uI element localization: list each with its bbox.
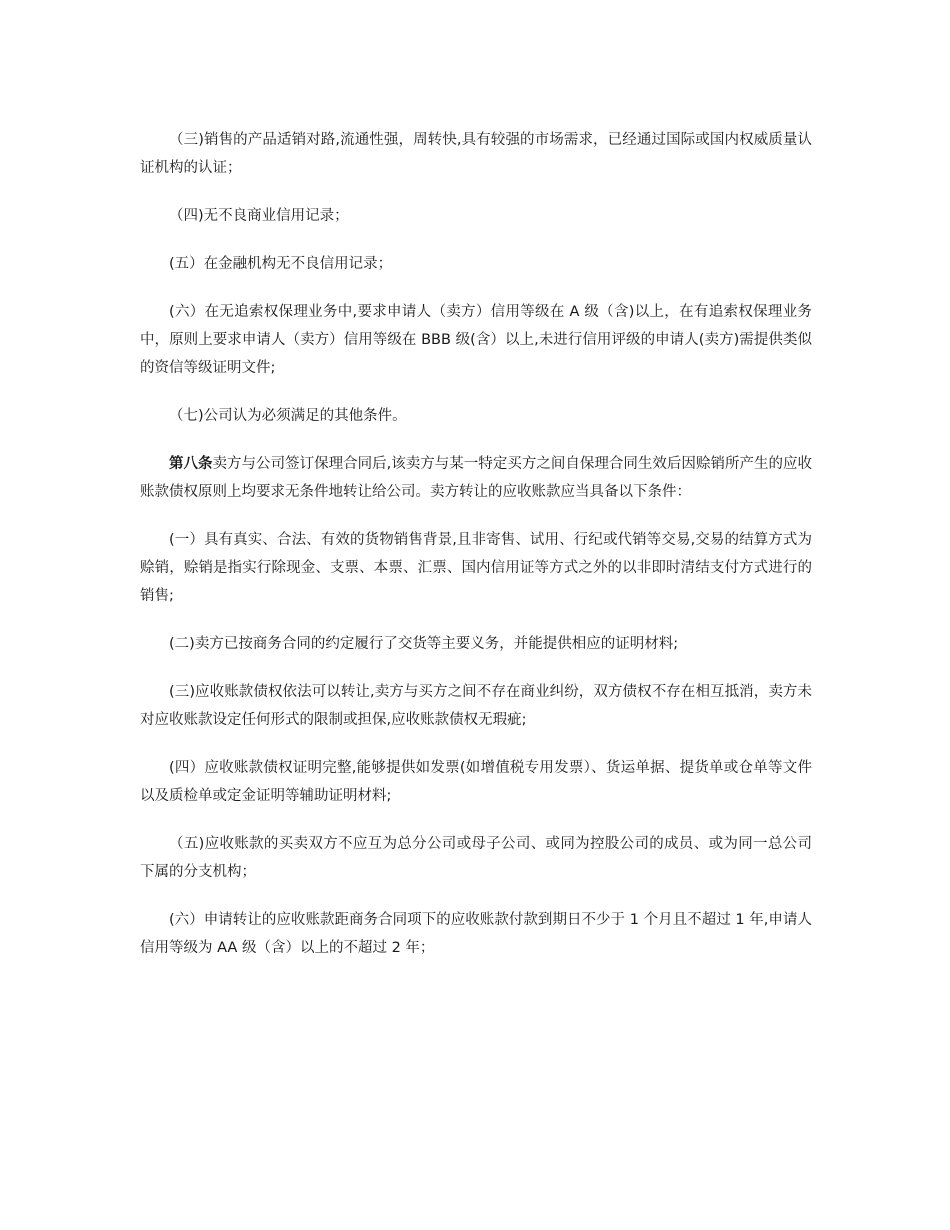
paragraph-text: (二)卖方已按商务合同的约定履行了交货等主要义务，并能提供相应的证明材料; xyxy=(169,636,679,652)
paragraph-text: (一）具有真实、合法、有效的货物销售背景,且非寄售、试用、行纪或代销等交易,交易的结算方式为赊销，赊销是指实行除现金、支票、本票、汇票、国内信用证等方式之外的以非即时清结支付方式进行的销售; xyxy=(140,532,812,604)
paragraph-text: (六）申请转让的应收账款距商务合同项下的应收账款付款到期日不少于 1 个月且不超过 1 年,申请人信用等级为 AA 级（含）以上的不超过 2 年； xyxy=(140,912,812,956)
paragraph-text: (六）在无追索权保理业务中,要求申请人（卖方）信用等级在 A 级（含)以上，在有追索权保理业务中，原则上要求申请人（卖方）信用等级在 BBB 级(含）以上,未进行信用评级的申请人(卖方)需提供类似的资信等级证明文件; xyxy=(140,304,812,376)
paragraph-clause-6 xyxy=(140,298,812,382)
paragraph-clause-7 xyxy=(140,402,812,430)
paragraph-clause-4 xyxy=(140,202,812,230)
paragraph-text: （三)销售的产品适销对路,流通性强，周转快,具有较强的市场需求，已经通过国际或国内权威质量认证机构的认证； xyxy=(140,132,812,176)
paragraph-text: （五)应收账款的买卖双方不应互为总分公司或母子公司、或同为控股公司的成员、或为同一总公司下属的分支机构； xyxy=(140,836,812,880)
paragraph-clause-3 xyxy=(140,126,812,182)
paragraph-condition-5 xyxy=(140,830,812,886)
paragraph-condition-6 xyxy=(140,906,812,962)
paragraph-text: （七)公司认为必须满足的其他条件。 xyxy=(169,408,407,424)
paragraph-condition-2 xyxy=(140,630,812,658)
paragraph-condition-1 xyxy=(140,526,812,610)
article-heading: 第八条 xyxy=(169,456,213,472)
paragraph-clause-5 xyxy=(140,250,812,278)
paragraph-condition-4 xyxy=(140,754,812,810)
paragraph-text: （四)无不良商业信用记录； xyxy=(169,208,349,224)
document-body xyxy=(140,126,812,982)
paragraph-condition-3 xyxy=(140,678,812,734)
paragraph-text: (五）在金融机构无不良信用记录； xyxy=(169,256,393,272)
paragraph-article-8 xyxy=(140,450,812,506)
paragraph-text: (四）应收账款债权证明完整,能够提供如发票(如增值税专用发票）、货运单据、提货单或仓单等文件以及质检单或定金证明等辅助证明材料; xyxy=(140,760,812,804)
paragraph-text: 卖方与公司签订保理合同后,该卖方与某一特定买方之间自保理合同生效后因赊销所产生的应收账款债权原则上均要求无条件地转让给公司。卖方转让的应收账款应当具备以下条件： xyxy=(140,456,813,500)
paragraph-text: (三)应收账款债权依法可以转让,卖方与买方之间不存在商业纠纷，双方债权不存在相互抵消，卖方未对应收账款设定任何形式的限制或担保,应收账款债权无瑕疵; xyxy=(140,684,812,728)
